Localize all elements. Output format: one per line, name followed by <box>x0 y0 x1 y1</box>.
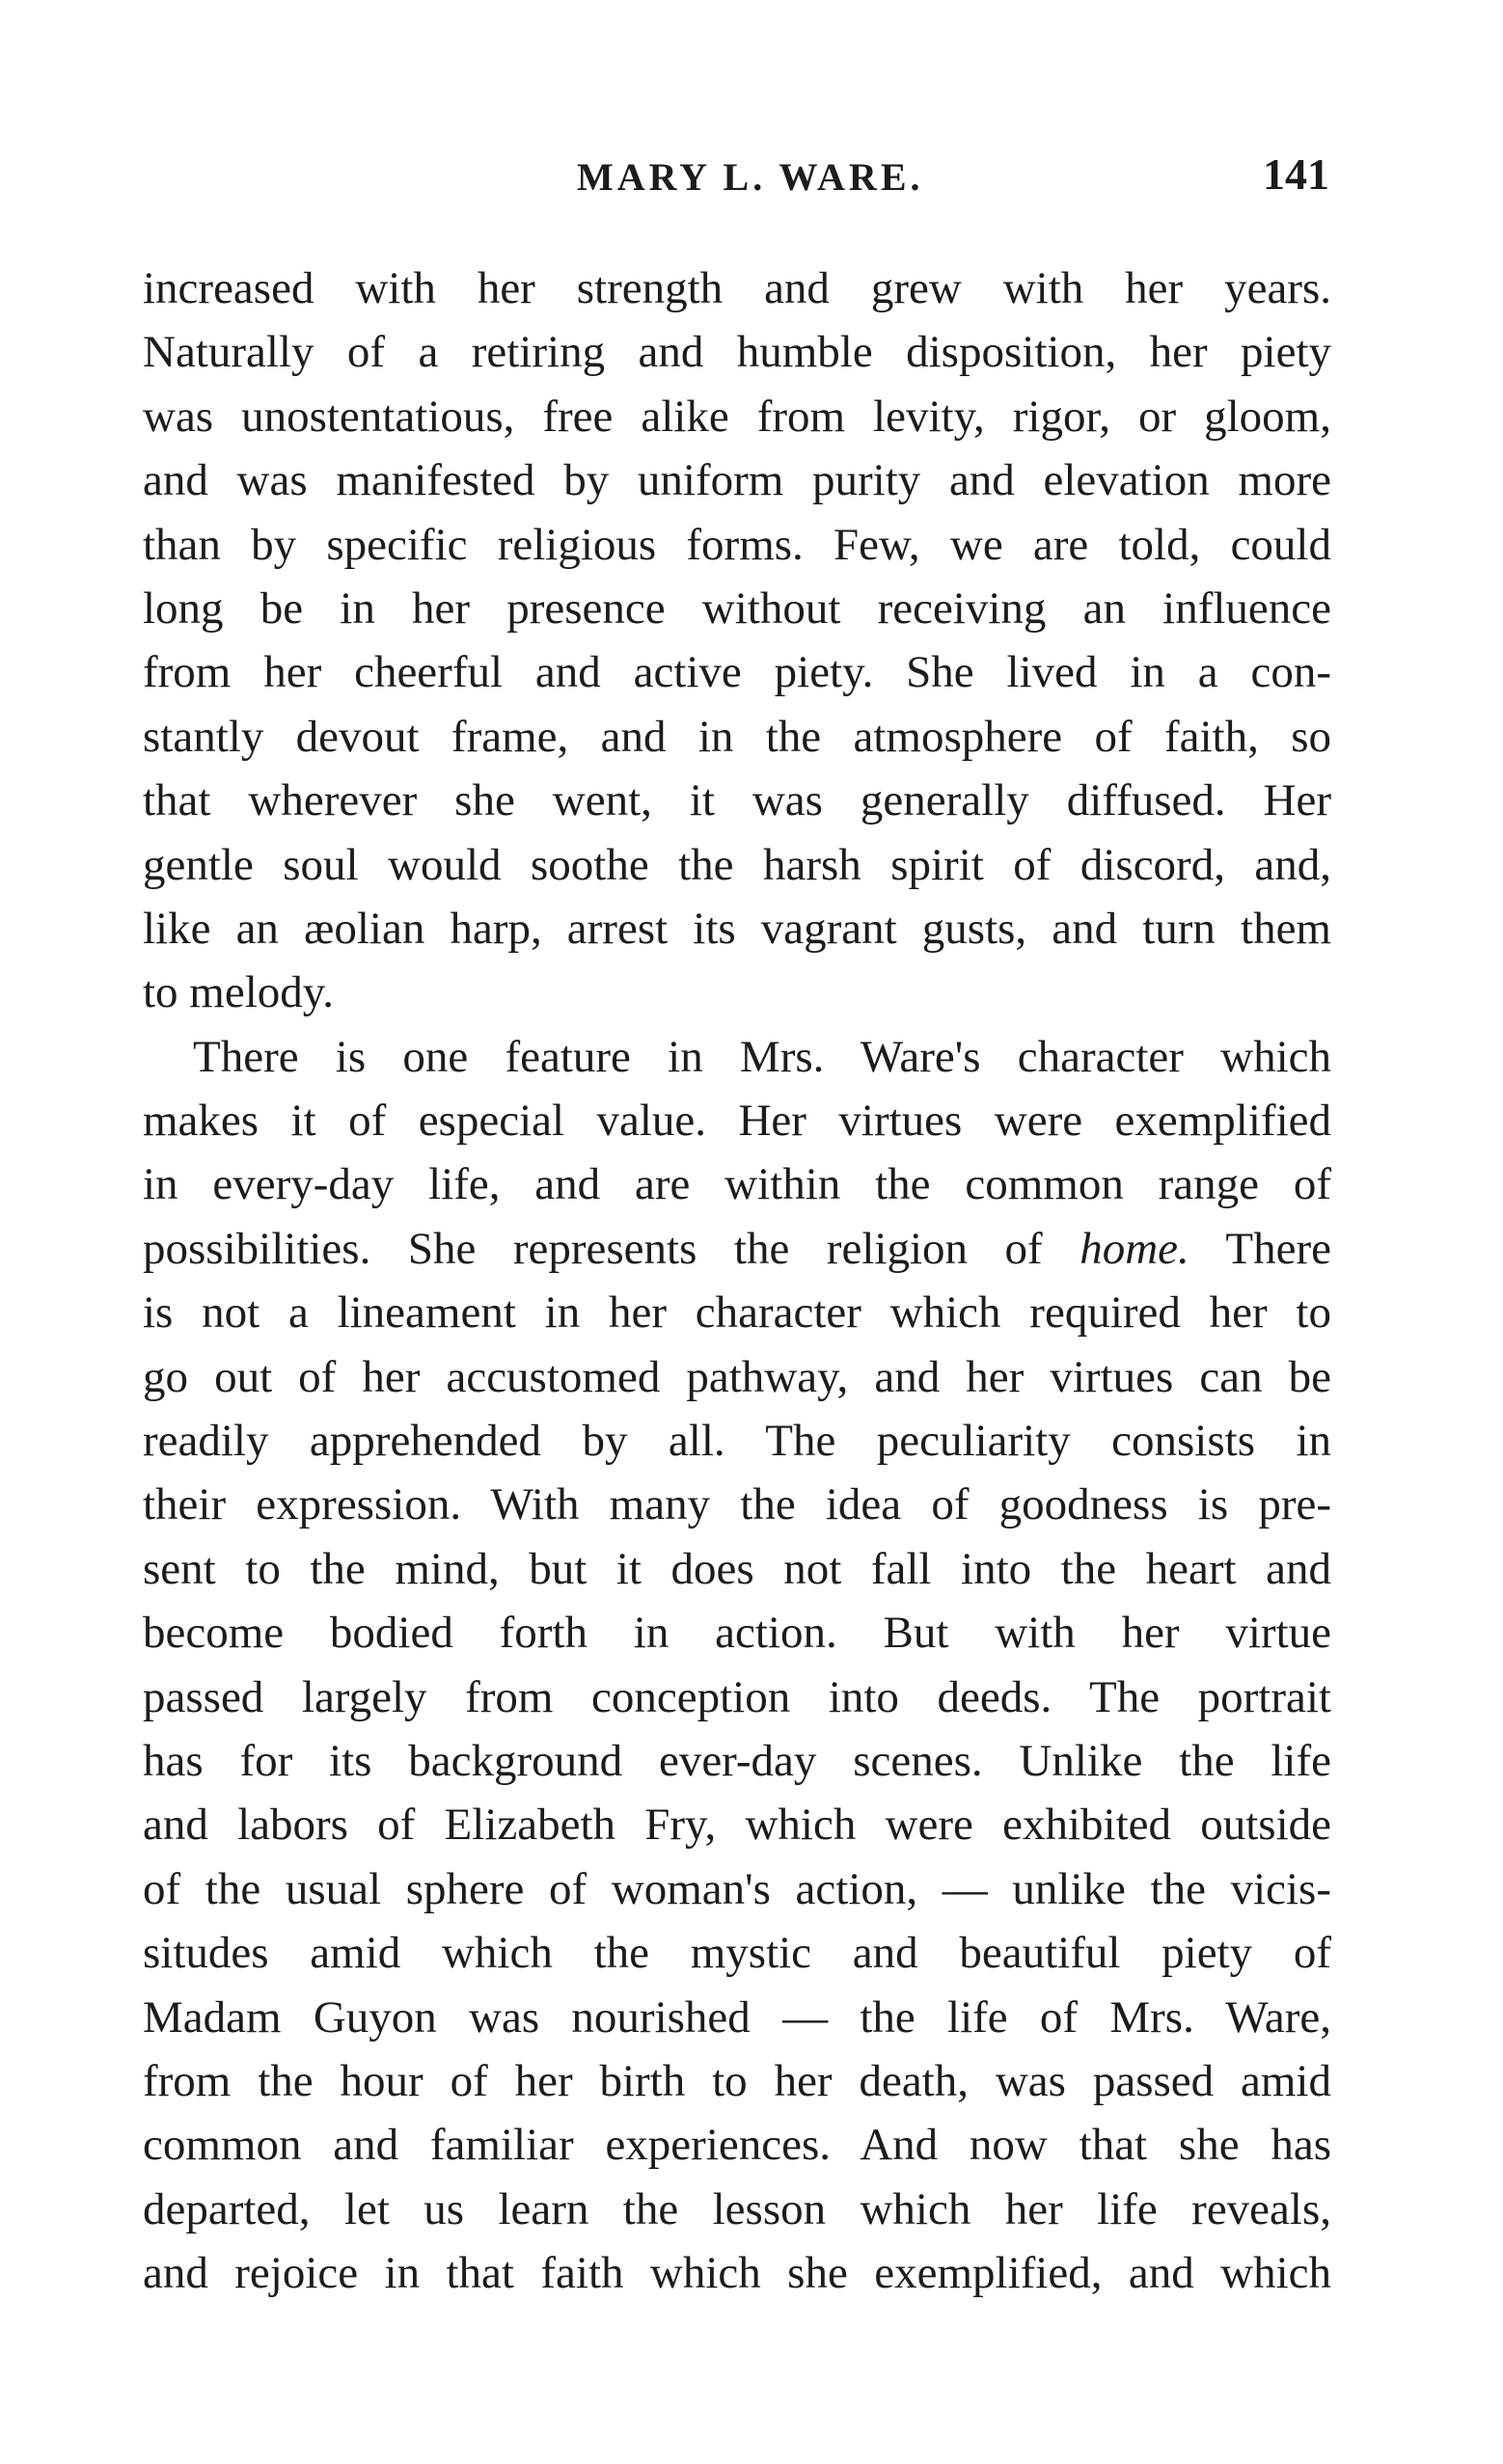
text-line: gentle soul would soothe the harsh spirit of discord, and, <box>143 839 1331 890</box>
text-line: increased with her strength and grew with her years. <box>143 263 1331 313</box>
text-line: passed largely from conception into deeds. The portrait <box>143 1671 1331 1722</box>
text-line: go out of her accustomed pathway, and her virtues can be <box>143 1351 1331 1402</box>
text-line: than by specific religious forms. Few, we are told, could <box>143 519 1331 570</box>
text-line: of the usual sphere of woman's action, — unlike the vicis- <box>143 1863 1331 1914</box>
text-line: from her cheerful and active piety. She lived in a con- <box>143 647 1331 698</box>
text-line: sent to the mind, but it does not fall into the heart and <box>143 1543 1331 1594</box>
page-number: 141 <box>1263 149 1329 199</box>
running-head: MARY L. WARE. <box>577 155 924 199</box>
text-line: has for its background ever-day scenes. Unlike the life <box>143 1735 1331 1786</box>
text-line: and rejoice in that faith which she exemplified, and which <box>143 2248 1331 2299</box>
text-line: common and familiar experiences. And now that she has <box>143 2120 1331 2171</box>
page-header <box>143 149 1329 212</box>
text-line: and was manifested by uniform purity and elevation more <box>143 455 1331 506</box>
text-line: departed, let us learn the lesson which her life reveals, <box>143 2183 1331 2234</box>
text-line: Naturally of a retiring and humble disposition, her piety <box>143 327 1331 378</box>
text-line: to melody. <box>143 967 334 1018</box>
text-line: was unostentatious, free alike from levity, rigor, or gloom, <box>143 391 1331 442</box>
text-line: stantly devout frame, and in the atmosphere of faith, so <box>143 711 1331 762</box>
text-line: like an æolian harp, arrest its vagrant gusts, and turn them <box>143 903 1331 954</box>
text-segment: possibilities. She represents the religion of <box>143 1223 1043 1274</box>
text-line: situdes amid which the mystic and beautiful piety of <box>143 1928 1331 1979</box>
text-line: in every-day life, and are within the common range of <box>143 1159 1331 1210</box>
text-line: readily apprehended by all. The peculiarity consists in <box>143 1416 1331 1467</box>
text-line: and labors of Elizabeth Fry, which were exhibited outside <box>143 1800 1331 1851</box>
text-line: Madam Guyon was nourished — the life of Mrs. Ware, <box>143 1991 1331 2043</box>
paragraph-start-line: There is one feature in Mrs. Ware's character which <box>193 1031 1331 1082</box>
text-line: makes it of especial value. Her virtues were exemplified <box>143 1096 1331 1147</box>
text-line: long be in her presence without receiving an influence <box>143 582 1331 634</box>
text-line: their expression. With many the idea of goodness is pre- <box>143 1479 1331 1530</box>
italic-word: home. <box>1079 1223 1189 1274</box>
body-text <box>143 257 1331 2306</box>
text-line: that wherever she went, it was generally diffused. Her <box>143 775 1331 826</box>
text-line: is not a lineament in her character which required her to <box>143 1287 1331 1339</box>
text-line-with-italic <box>143 1217 1331 1281</box>
text-segment: There <box>1225 1223 1332 1274</box>
text-line: from the hour of her birth to her death, was passed amid <box>143 2055 1331 2106</box>
text-line: become bodied forth in action. But with her virtue <box>143 1608 1331 1659</box>
